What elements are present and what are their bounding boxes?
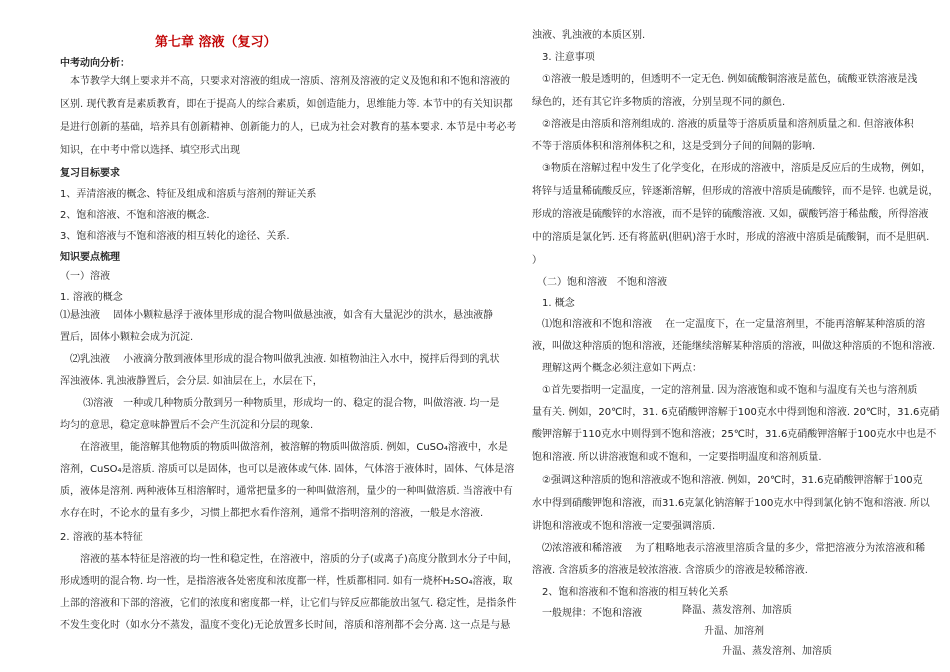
text-line: ②溶液是由溶质和溶剂组成的. 溶液的质量等于溶质质量和溶剂质量之和. 但溶液体积 (532, 119, 914, 130)
text-line: ⑴悬浊液 固体小颗粒悬浮于液体里形成的混合物叫做悬浊液，如含有大量泥沙的洪水，悬浊液静 (60, 310, 494, 321)
text-line: 2、饱和溶液和不饱和溶液的相互转化关系 (532, 587, 729, 598)
text-line: ②强调这种溶质的饱和溶液或不饱和溶液. 例如，20℃时，31.6克硝酸钾溶解于100克 (532, 475, 923, 486)
text-line: 均匀的意思，稳定意味静置后不会产生沉淀和分层的现象. (60, 420, 314, 431)
text-line: 水存在时，不论水的量有多少，习惯上都把水看作溶剂，通常不指明溶剂的溶液，一般是水溶液. (60, 508, 484, 519)
text-line: 是进行创新的基础，培养具有创新精神、创新能力的人，已成为社会对教育的基本要求. 本节是中考必考 (60, 122, 517, 133)
text-line: ⑴饱和溶液和不饱和溶液 在一定温度下，在一定量溶剂里，不能再溶解某种溶质的溶 (532, 319, 926, 330)
conversion-label: 升温、蒸发溶剂、加溶质 (722, 646, 832, 657)
text-line: 不等于溶质体积和溶剂体积之和，这是受到分子间的间隔的影响. (532, 141, 816, 152)
text-line: 1. 概念 (532, 298, 575, 309)
text-line: 绿色的，还有其它许多物质的溶液，分别呈现不同的颜色. (532, 97, 786, 108)
text-line: 浑浊液体. 乳浊液静置后，会分层. 如油层在上，水层在下， (60, 376, 323, 387)
text-line: 形成透明的混合物. 均一性，是指溶液各处密度和浓度都一样，性质都相同. 如有一烧杯H₂SO₄溶液，取 (60, 576, 513, 587)
text-line: ⑵浓溶液和稀溶液 为了粗略地表示溶液里溶质含量的多少，常把溶液分为浓溶液和稀 (532, 543, 926, 554)
text-line: 酸钾溶解于110克水中则得到不饱和溶液；25℃时，31.6克硝酸钾溶解于100克水中也是不 (532, 429, 937, 440)
text-line: 知识，在中考中常以选择、填空形式出现 (60, 145, 240, 156)
text-line: 溶液. 含溶质多的溶液是较浓溶液. 含溶质少的溶液是较稀溶液. (532, 565, 808, 576)
text-line: 本节教学大纲上要求并不高，只要求对溶液的组成一溶质、溶剂及溶液的定义及饱和和不饱和溶液的 (60, 76, 510, 87)
conversion-label: 升温、加溶剂 (704, 626, 764, 637)
text-line: 讲饱和溶液或不饱和溶液一定要强调溶质. (532, 521, 716, 532)
text-line: 1. 溶液的概念 (60, 292, 123, 303)
text-line: ③物质在溶解过程中发生了化学变化，在形成的溶液中，溶质是反应后的生成物，例如， (532, 163, 931, 174)
text-line: 置后，固体小颗粒会成为沉淀. (60, 332, 194, 343)
text-line: 饱和溶液. 所以讲溶液饱和或不饱和，一定要指明温度和溶剂质量. (532, 452, 822, 463)
text-line: ⑵乳浊液 小液滴分散到液体里形成的混合物叫做乳浊液. 如植物油注入水中，搅拌后得到的乳状 (60, 354, 500, 365)
text-line: 质，液体是溶剂. 两种液体互相溶解时，通常把量多的一种叫做溶剂，量少的一种叫做溶质. 当溶液中有 (60, 486, 513, 497)
text-line: 形成的溶液是硫酸锌的水溶液，而不是锌的硫酸溶液. 又如，碳酸钙溶于稀盐酸，所得溶液 (532, 209, 929, 220)
text-line: 一般规律：不饱和溶液 (532, 608, 642, 619)
section-heading: 中考动向分析： (60, 58, 130, 69)
text-line: 不发生变化时（如水分不蒸发，温度不变化)无论放置多长时间，溶质和溶剂都不会分离. 这一点是与悬 (60, 620, 511, 631)
text-line: 3. 注意事项 (532, 52, 595, 63)
text-line: （二）饱和溶液 不饱和溶液 (532, 277, 667, 288)
text-line: 水中得到硝酸钾饱和溶液，而31.6克氯化钠溶解于100克水中得到氯化钠不饱和溶液. 所以 (532, 498, 930, 509)
page-title: 第七章 溶液（复习） (155, 35, 277, 50)
text-line: （一）溶液 (60, 271, 110, 282)
text-line: ①溶液一般是透明的，但透明不一定无色. 例如硫酸铜溶液是蓝色，硫酸亚铁溶液是浅 (532, 74, 918, 85)
text-line: ） (532, 255, 542, 266)
text-line: 溶液的基本特征是溶液的均一性和稳定性，在溶液中，溶质的分子(或离子)高度分散到水分子中间， (60, 554, 518, 565)
text-line: 中的溶质是氯化钙. 还有将蓝矾(胆矾)溶于水时，形成的溶液中溶质是硫酸铜，而不是胆矾. (532, 232, 930, 243)
section-heading: 复习目标要求 (60, 168, 120, 179)
text-line: 2、饱和溶液、不饱和溶液的概念. (60, 210, 210, 221)
text-line: 区别. 现代教育是素质教育，即在于提高人的综合素质，如创造能力，思维能力等. 本节中的有关知识都 (60, 99, 513, 110)
conversion-label: 降温、蒸发溶剂、加溶质 (682, 605, 792, 616)
text-line: 量有关. 例如，20℃时，31. 6克硝酸钾溶解于100克水中得到饱和溶液. 20℃时，31.6克硝 (532, 407, 940, 418)
text-line: ①首先要指明一定温度，一定的溶剂量. 因为溶液饱和或不饱和与温度有关也与溶剂质 (532, 385, 918, 396)
section-heading: 知识要点梳理 (60, 252, 120, 263)
text-line: 2. 溶液的基本特征 (60, 532, 143, 543)
text-line: 1、弄清溶液的概念、特征及组成和溶质与溶剂的辩证关系 (60, 189, 317, 200)
text-line: 浊液、乳浊液的本质区别. (532, 30, 646, 41)
text-line: ⑶溶液 一种或几种物质分散到另一种物质里，形成均一的、稳定的混合物，叫做溶液. 均一是 (60, 398, 500, 409)
text-line: 理解这两个概念必须注意如下两点： (532, 363, 702, 374)
text-line: 液，叫做这种溶质的饱和溶液，还能继续溶解某种溶质的溶液，叫做这种溶质的不饱和溶液. (532, 341, 936, 352)
text-line: 上部的溶液和下部的溶液，它们的浓度和密度都一样，让它们与锌反应都能放出氢气. 稳定性，是指条件 (60, 598, 517, 609)
text-line: 在溶液里，能溶解其他物质的物质叫做溶剂，被溶解的物质叫做溶质. 例如，CuSO₄溶液中，水是 (60, 442, 508, 453)
text-line: 3、饱和溶液与不饱和溶液的相互转化的途径、关系. (60, 231, 290, 242)
text-line: 将锌与适量稀硫酸反应，锌逐渐溶解，但形成的溶液中溶质是硫酸锌，而不是锌. 也就是说， (532, 186, 939, 197)
text-line: 溶剂，CuSO₄是溶质. 溶质可以是固体，也可以是液体或气体. 固体，气体溶于液体时，固体、气体是溶 (60, 464, 515, 475)
